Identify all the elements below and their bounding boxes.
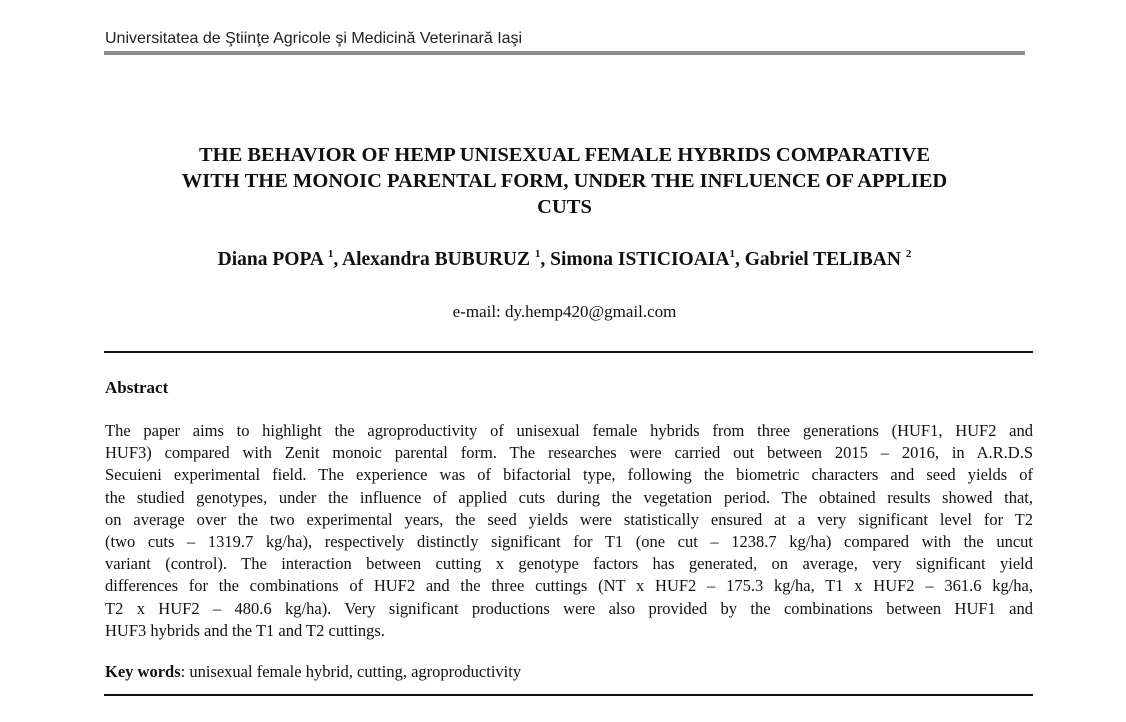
author-separator: ,: [333, 249, 343, 270]
author-affiliation: 1: [327, 248, 334, 260]
author-name: Alexandra BUBURUZ: [342, 249, 535, 270]
keywords: [105, 662, 521, 682]
abstract-line: T2 x HUF2 – 480.6 kg/ha). Very significant productions were also provided by the combinations between HUF1 and: [105, 598, 1033, 618]
abstract-line: (two cuts – 1319.7 kg/ha), respectively distinctly significant for T1 (one cut – 1238.7 kg/ha) compared with the uncut: [105, 532, 1033, 552]
title-line: THE BEHAVIOR OF HEMP UNISEXUAL FEMALE HYBRIDS COMPARATIVE: [198, 144, 931, 166]
author-name: Diana POPA: [217, 249, 328, 270]
abstract-line: differences for the combinations of HUF2 and the three cuttings (NT x HUF2 – 175.3 kg/ha, T1 x HUF2 – 361.6 kg/ha,: [105, 576, 1033, 596]
contact-email: e-mail: dy.hemp420@gmail.com: [452, 302, 677, 321]
keywords-text: : unisexual female hybrid, cutting, agroproductivity: [180, 662, 522, 681]
author-list: [104, 249, 1025, 271]
title-line: WITH THE MONOIC PARENTAL FORM, UNDER THE INFLUENCE OF APPLIED: [181, 170, 948, 192]
author-separator: ,: [734, 249, 745, 270]
author-affiliation: 2: [905, 248, 912, 260]
journal-header: Universitatea de Ştiinţe Agricole şi Medicină Veterinară Iaşi: [105, 30, 523, 47]
abstract-heading: Abstract: [105, 378, 169, 397]
paper-title: [104, 142, 1025, 220]
abstract-line: HUF3 hybrids and the T1 and T2 cuttings.: [105, 620, 385, 640]
abstract-line: the studied genotypes, under the influence of applied cuts during the vegetation period. The obtained results showed that,: [105, 487, 1033, 507]
section-divider-top: [104, 351, 1033, 353]
abstract-line: HUF3) compared with Zenit monoic parental form. The researches were carried out between 2015 – 2016, in A.R.D.S: [105, 443, 1033, 463]
author-affiliation: 1: [729, 248, 735, 260]
abstract-line: variant (control). The interaction between cutting x genotype factors has generated, on average, very significant yield: [105, 554, 1033, 574]
author-affiliation: 1: [534, 248, 541, 260]
author-name: Simona ISTICIOAIA: [550, 249, 730, 270]
keywords-label: Key words: [105, 662, 181, 681]
abstract-body: [105, 420, 1033, 642]
section-divider-bottom: [104, 694, 1033, 696]
header-divider: [104, 51, 1025, 55]
abstract-line: on average over the two experimental years, the seed yields were statistically ensured at a very significant level for T2: [105, 509, 1033, 529]
author-name: Gabriel TELIBAN: [744, 249, 906, 270]
title-line: CUTS: [537, 196, 592, 218]
abstract-line: The paper aims to highlight the agroproductivity of unisexual female hybrids from three generations (HUF1, HUF2 and: [105, 421, 1033, 440]
author-separator: ,: [540, 249, 551, 270]
abstract-line: Secuieni experimental field. The experience was of bifactorial type, following the biometric characters and seed yields of: [105, 465, 1033, 485]
